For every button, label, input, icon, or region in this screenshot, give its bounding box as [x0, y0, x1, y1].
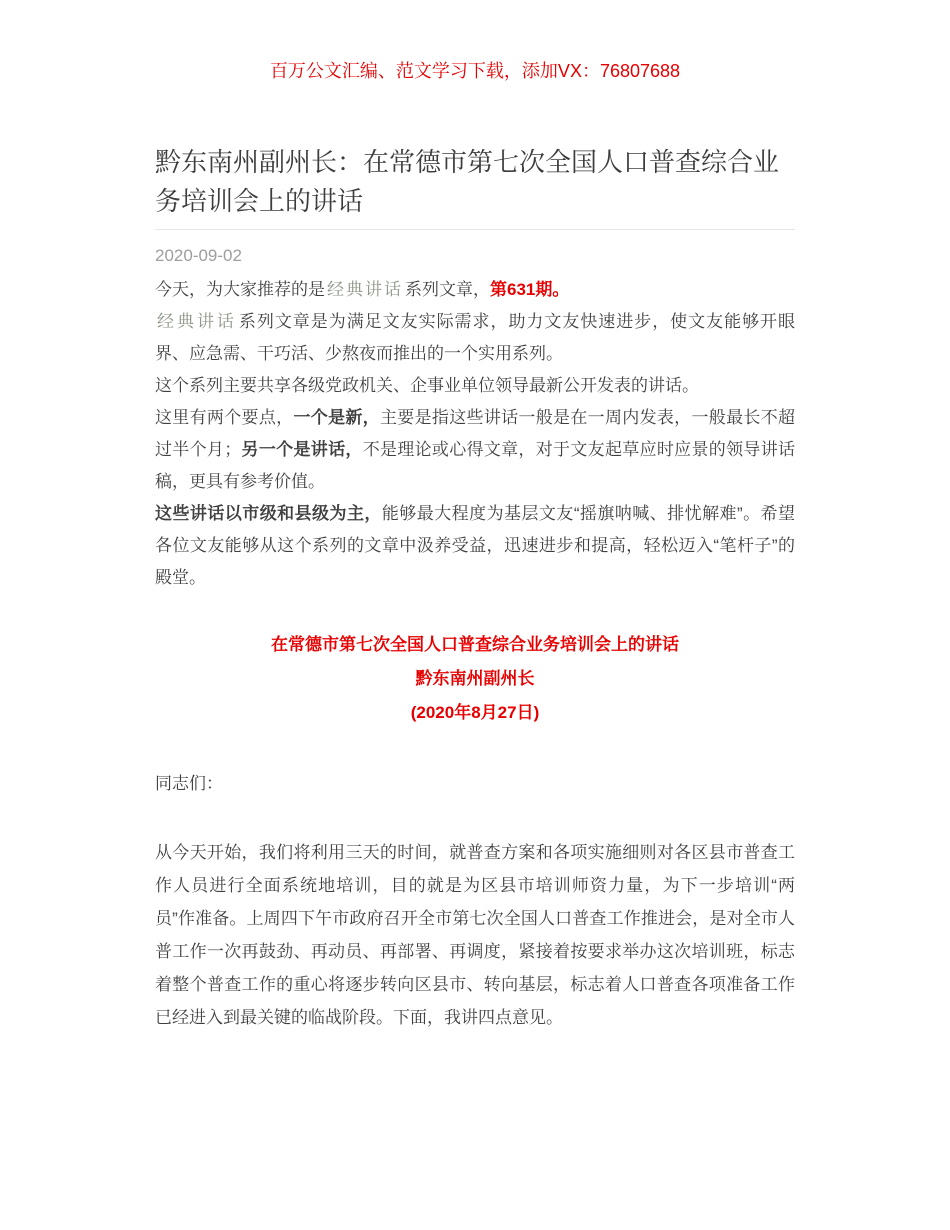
emphasis-text: 一个是新， [293, 408, 380, 427]
emphasis-text: 这些讲话以市级和县级为主， [155, 504, 382, 523]
plain-text: 今天，为大家推荐的是 [155, 280, 325, 299]
speech-paragraph: 从今天开始，我们将利用三天的时间，就普查方案和各项实施细则对各区县市普查工作人员进行全面系统地培训，目的就是为区县市培训师资力量，为下一步培训“两员”作准备。上周四下午市政府召开全市第七次全国人口普查工作推进会，是对全市人普工作一次再鼓劲、再动员、再部署、再调度，紧接着按要求举办这次培训班，标志着整个普查工作的重心将逐步转向区县市、转向基层，标志着人口普查各项准备工作已经进入到最关键的临战阶段。下面，我讲四点意见。 [155, 843, 795, 1027]
speech-date: (2020年8月27日) [410, 703, 540, 722]
intro-paragraph-5 [155, 498, 795, 594]
publish-date: 2020-09-02 [155, 246, 242, 265]
article [155, 143, 795, 1034]
intro-paragraph-2 [155, 306, 795, 370]
keyword-text: 经典讲话 [157, 312, 237, 331]
speech-title: 在常德市第七次全国人口普查综合业务培训会上的讲话 [271, 635, 679, 654]
plain-text: 这里有两个要点， [155, 408, 294, 427]
keyword-text: 经典讲话 [327, 280, 403, 299]
emphasis-text: 另一个是讲话， [241, 440, 363, 459]
intro-paragraph-4 [155, 402, 795, 498]
intro-paragraph-3 [155, 370, 795, 402]
plain-text: 系列文章， [405, 280, 490, 299]
emphasis-text: 第631期。 [490, 280, 570, 299]
intro-section [155, 274, 795, 594]
plain-text: 这个系列主要共享各级党政机关、企事业单位领导最新公开发表的讲话。 [155, 376, 699, 395]
plain-text: 系列文章是为满足文友实际需求，助力文友快速进步，使文友能够开眼界、应急需、干巧活、少熬夜而推出的一个实用系列。 [155, 312, 796, 363]
plain-text: 主要是指这些讲话一般是在一周内发表，一般最长不超过半个月； [155, 408, 796, 459]
promo-banner: 百万公文汇编、范文学习下载，添加VX：76807688 [269, 61, 681, 81]
intro-paragraph-1 [155, 274, 795, 306]
plain-text: 能够最大程度为基层文友“摇旗呐喊、排忧解难”。希望各位文友能够从这个系列的文章中汲养受益，迅速进步和提高，轻松迈入“笔杆子”的殿堂。 [155, 504, 795, 587]
salutation: 同志们： [155, 774, 223, 793]
speech-heading [155, 628, 795, 730]
plain-text: 不是理论或心得文章，对于文友起草应时应景的领导讲话稿，更具有参考价值。 [155, 440, 796, 491]
article-title: 黔东南州副州长：在常德市第七次全国人口普查综合业务培训会上的讲话 [155, 143, 795, 230]
speech-speaker: 黔东南州副州长 [415, 669, 535, 688]
